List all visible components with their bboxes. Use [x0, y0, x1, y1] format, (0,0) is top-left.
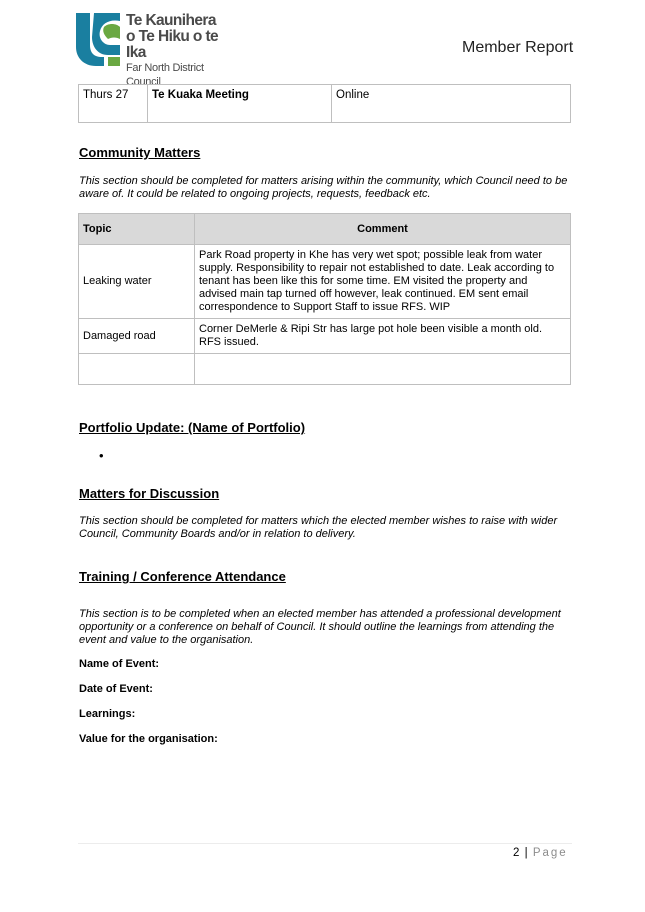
meeting-date-cell: Thurs 27	[79, 85, 148, 123]
logo-line-2: o Te Hiku o te Ika	[126, 28, 219, 61]
table-row	[79, 85, 571, 123]
topic-cell: Damaged road	[79, 319, 195, 354]
community-heading: Community Matters	[79, 145, 201, 160]
event-date-label: Date of Event:	[79, 683, 153, 695]
comment-cell	[195, 354, 571, 385]
comment-cell: Corner DeMerle & Ripi Str has large pot hole been visible a month old. RFS issued.	[195, 319, 571, 354]
footer-divider	[78, 843, 572, 844]
council-logo-mark-icon	[74, 11, 124, 67]
page-word: Page	[532, 847, 568, 859]
learnings-label: Learnings:	[79, 708, 136, 720]
report-title: Member Report	[462, 39, 574, 56]
logo-line-3: Far North District Council	[126, 62, 204, 88]
topic-cell	[79, 354, 195, 385]
portfolio-bullet: •	[99, 448, 104, 463]
table-row	[79, 319, 571, 354]
meeting-location-cell: Online	[332, 85, 571, 123]
event-name-label: Name of Event:	[79, 658, 160, 670]
footer-separator: |	[524, 847, 529, 859]
discussion-heading: Matters for Discussion	[79, 486, 220, 501]
meeting-table	[78, 84, 571, 123]
meeting-name-cell: Te Kuaka Meeting	[148, 85, 332, 123]
discussion-intro: This section should be completed for matters which the elected member wishes to raise with wider Council, Community Boards and/or in relation to delivery.	[79, 515, 558, 540]
page-number: 2	[513, 847, 521, 859]
community-intro: This section should be completed for matters arising within the community, which Council need to be aware of. It could be related to ongoing projects, requests, feedback etc.	[79, 175, 568, 200]
training-heading: Training / Conference Attendance	[79, 569, 286, 584]
logo-line-1: Te Kaunihera	[126, 12, 216, 29]
comment-cell: Park Road property in Khe has very wet spot; possible leak from water supply. Responsibility to repair not established to date. Leak according to tenant has been like this for some time. EM visited the property and advised main tap turned off however, leak continued. EM sent email correspondence to Support Staff to issue RFS. WIP	[195, 245, 571, 319]
topic-header: Topic	[79, 214, 195, 245]
table-row	[79, 354, 571, 385]
value-label: Value for the organisation:	[79, 733, 218, 745]
council-logo	[74, 11, 234, 88]
training-intro: This section is to be completed when an elected member has attended a professional development opportunity or a conference on behalf of Council. It should outline the learnings from attending the event and value to the organisation.	[79, 608, 561, 646]
table-header-row	[79, 214, 571, 245]
page-footer	[513, 847, 568, 859]
portfolio-heading: Portfolio Update: (Name of Portfolio)	[79, 420, 306, 435]
community-table	[78, 213, 571, 385]
comment-header: Comment	[195, 214, 571, 245]
table-row	[79, 245, 571, 319]
topic-cell: Leaking water	[79, 245, 195, 319]
